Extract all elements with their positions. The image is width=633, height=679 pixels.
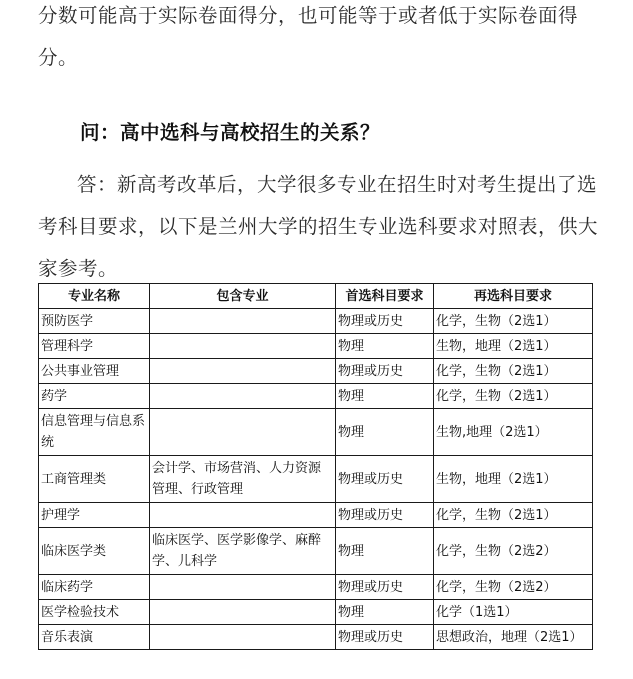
header-major-name: 专业名称: [39, 284, 150, 309]
cell-second: 化学，生物（2选1）: [434, 309, 593, 334]
cell-second: 生物，地理（2选1）: [434, 456, 593, 503]
header-included-majors: 包含专业: [150, 284, 336, 309]
cell-first: 物理或历史: [336, 625, 434, 650]
table-row: [39, 309, 593, 334]
table-row: [39, 575, 593, 600]
cell-first: 物理或历史: [336, 575, 434, 600]
cell-second: 化学，生物（2选1）: [434, 503, 593, 528]
cell-second: 生物，地理（2选1）: [434, 334, 593, 359]
cell-second: 思想政治，地理（2选1）: [434, 625, 593, 650]
cell-includes: 临床医学、医学影像学、麻醉学、儿科学: [150, 528, 336, 575]
cell-major: 预防医学: [39, 309, 150, 334]
question-heading: 问：高中选科与高校招生的关系？: [80, 121, 381, 144]
cell-first: 物理: [336, 409, 434, 456]
cell-first: 物理: [336, 384, 434, 409]
cell-major: 公共事业管理: [39, 359, 150, 384]
cell-includes: [150, 600, 336, 625]
table-row: [39, 503, 593, 528]
cell-includes: [150, 625, 336, 650]
cell-major: 信息管理与信息系统: [39, 409, 150, 456]
cell-major: 临床医学类: [39, 528, 150, 575]
table-row: [39, 600, 593, 625]
cell-major: 临床药学: [39, 575, 150, 600]
table-row: [39, 456, 593, 503]
cell-second: 化学，生物（2选2）: [434, 575, 593, 600]
cell-major: 音乐表演: [39, 625, 150, 650]
answer-paragraph: 答：新高考改革后，大学很多专业在招生时对考生提出了选考科目要求，以下是兰州大学的招生专业选科要求对照表，供大家参考。: [38, 173, 599, 280]
cell-first: 物理: [336, 528, 434, 575]
cell-first: 物理或历史: [336, 309, 434, 334]
cell-includes: [150, 359, 336, 384]
cell-major: 工商管理类: [39, 456, 150, 503]
header-first-subject: 首选科目要求: [336, 284, 434, 309]
table-row: [39, 384, 593, 409]
cell-major: 药学: [39, 384, 150, 409]
table-row: [39, 528, 593, 575]
intro-paragraph: 分数可能高于实际卷面得分，也可能等于或者低于实际卷面得分。: [38, 4, 579, 69]
cell-major: 护理学: [39, 503, 150, 528]
cell-major: 管理科学: [39, 334, 150, 359]
cell-includes: [150, 334, 336, 359]
cell-first: 物理或历史: [336, 456, 434, 503]
cell-first: 物理: [336, 334, 434, 359]
cell-second: 生物,地理（2选1）: [434, 409, 593, 456]
header-second-subject: 再选科目要求: [434, 284, 593, 309]
subject-requirements-table: [38, 283, 593, 650]
cell-includes: [150, 575, 336, 600]
cell-first: 物理或历史: [336, 359, 434, 384]
cell-second: 化学，生物（2选1）: [434, 384, 593, 409]
cell-includes: [150, 384, 336, 409]
table-row: [39, 334, 593, 359]
cell-second: 化学，生物（2选2）: [434, 528, 593, 575]
cell-first: 物理或历史: [336, 503, 434, 528]
cell-includes: [150, 503, 336, 528]
cell-second: 化学（1选1）: [434, 600, 593, 625]
table-row: [39, 359, 593, 384]
cell-major: 医学检验技术: [39, 600, 150, 625]
cell-includes: 会计学、市场营消、人力资源管理、行政管理: [150, 456, 336, 503]
table-row: [39, 625, 593, 650]
table-header-row: [39, 284, 593, 309]
cell-first: 物理: [336, 600, 434, 625]
table-row: [39, 409, 593, 456]
cell-second: 化学，生物（2选1）: [434, 359, 593, 384]
cell-includes: [150, 309, 336, 334]
cell-includes: [150, 409, 336, 456]
